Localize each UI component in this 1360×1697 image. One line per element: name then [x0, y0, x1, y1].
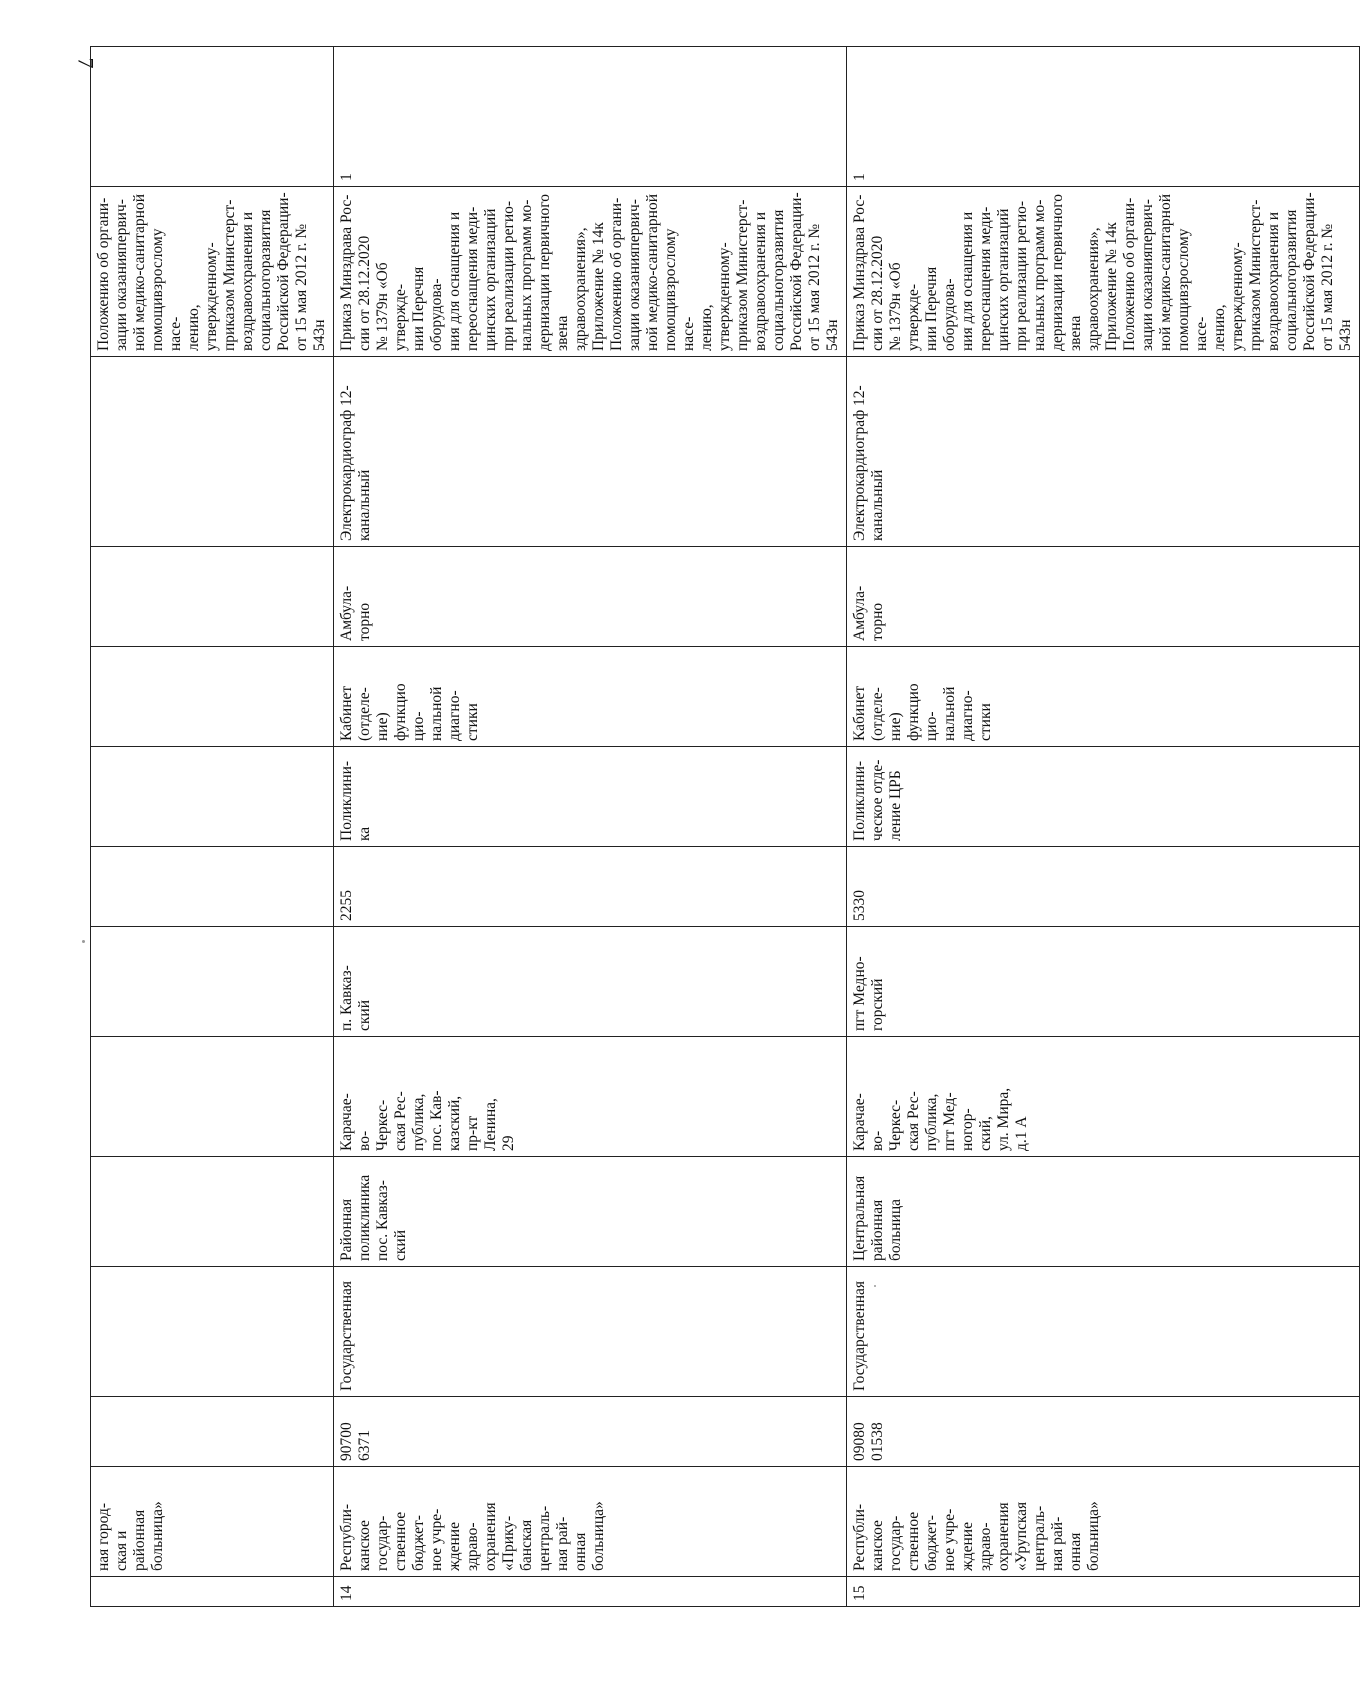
table-row: [334, 47, 847, 1607]
cell-num: 15: [847, 1577, 1360, 1607]
cell-facility-name: Центральная районная больница: [847, 1157, 1360, 1267]
cell-code: 90700 6371: [334, 1397, 847, 1467]
cell-facility-name: Районная поликлиника пос. Кавказ- ский: [334, 1157, 847, 1267]
rotated-page: [90, 47, 1354, 1607]
cell-conditions: Амбула- торно: [334, 547, 847, 647]
cell-basis: Положению об органи- зации оказанияпервич- ной медико-санитарной помощивзрослому насе- лению, утвержденному- приказом Министерст- воздравоохранения и социальногоразвития Российской Федерации- от 15 мая 2012 г. № 543н: [91, 187, 334, 357]
cell-basis: Приказ Минздрава Рос- сии от 28.12.2020 № 1379н «Об утвержде- нии Перечня оборудова- ния для оснащения и переоснащения меди- цинских организаций при реализации регио- нальных программ мо- дернизации первичного звена здравоохранения», Приложение № 14к Положению об органи- зации оказанияпервич- ной медико-санитарной помощивзрослому насе- лению, утвержденному- приказом Министерст- воздравоохранения и социальногоразвития Российской Федерации- от 15 мая 2012 г. № 543н: [334, 187, 847, 357]
cell-address: [91, 1037, 334, 1157]
cell-population: 2255: [334, 847, 847, 927]
cell-equipment: [91, 357, 334, 547]
cell-quantity: 1: [847, 47, 1360, 187]
cell-ownership: [91, 1267, 334, 1397]
cell-equipment: Электрокардиограф 12- канальный: [334, 357, 847, 547]
cell-equipment: Электрокардиограф 12- канальный: [847, 357, 1360, 547]
cell-locality: пгт Медно- горский: [847, 927, 1360, 1037]
cell-locality: [91, 927, 334, 1037]
cell-subdivision: Поликлини- ка: [334, 747, 847, 847]
table-row: [847, 47, 1360, 1607]
cell-department: Кабинет (отделе- ние) функцио цио- нальной диагно- стики: [847, 647, 1360, 747]
cell-organization: Республи- канское государ- ственное бюджет- ное учре- ждение здраво- охранения «Урупская централь- ная рай- онная больница»: [847, 1467, 1360, 1577]
cell-basis: Приказ Минздрава Рос- сии от 28.12.2020 № 1379н «Об утвержде- нии Перечня оборудова- ния для оснащения и переоснащения меди- цинских организаций при реализации регио- нальных программ мо- дернизации первичного звена здравоохранения», Приложение № 14к Положению об органи- зации оказанияпервич- ной медико-санитарной помощивзрослому насе- лению, утвержденному- приказом Министерст- воздравоохранения и социальногоразвития Российской Федерации- от 15 мая 2012 г. № 543н: [847, 187, 1360, 357]
cell-quantity: [91, 47, 334, 187]
page-number: 7: [73, 57, 99, 69]
cell-code: [91, 1397, 334, 1467]
scan-speck: [82, 940, 85, 943]
cell-conditions: [91, 547, 334, 647]
cell-ownership: Государственная: [847, 1267, 1360, 1397]
cell-locality: п. Кавказ- ский: [334, 927, 847, 1037]
cell-address: Карачае- во- Черкес- ская Рес- публика, пгт Мед- ногор- ский, ул. Мира, д.1 А: [847, 1037, 1360, 1157]
cell-num: [91, 1577, 334, 1607]
cell-department: [91, 647, 334, 747]
scan-speck: [874, 1285, 876, 1287]
table-row-continuation: [91, 47, 334, 1607]
cell-organization: Республи- канское государ- ственное бюджет- ное учре- ждение здраво- охранения «Прику- банская централь- ная рай- онная больница»: [334, 1467, 847, 1577]
cell-facility-name: [91, 1157, 334, 1267]
cell-subdivision: [91, 747, 334, 847]
cell-ownership: Государственная: [334, 1267, 847, 1397]
cell-conditions: Амбула- торно: [847, 547, 1360, 647]
cell-num: 14: [334, 1577, 847, 1607]
cell-code: 09080 01538: [847, 1397, 1360, 1467]
cell-population: [91, 847, 334, 927]
cell-organization: ная город- ская и районная больница»: [91, 1467, 334, 1577]
cell-department: Кабинет (отделе- ние) функцио цио- нальной диагно- стики: [334, 647, 847, 747]
cell-address: Карачае- во- Черкес- ская Рес- публика, пос. Кав- казский, пр-кт Ленина, 29: [334, 1037, 847, 1157]
cell-quantity: 1: [334, 47, 847, 187]
cell-subdivision: Поликлини- ческое отде- ление ЦРБ: [847, 747, 1360, 847]
registry-table: [90, 46, 1360, 1607]
cell-population: 5330: [847, 847, 1360, 927]
